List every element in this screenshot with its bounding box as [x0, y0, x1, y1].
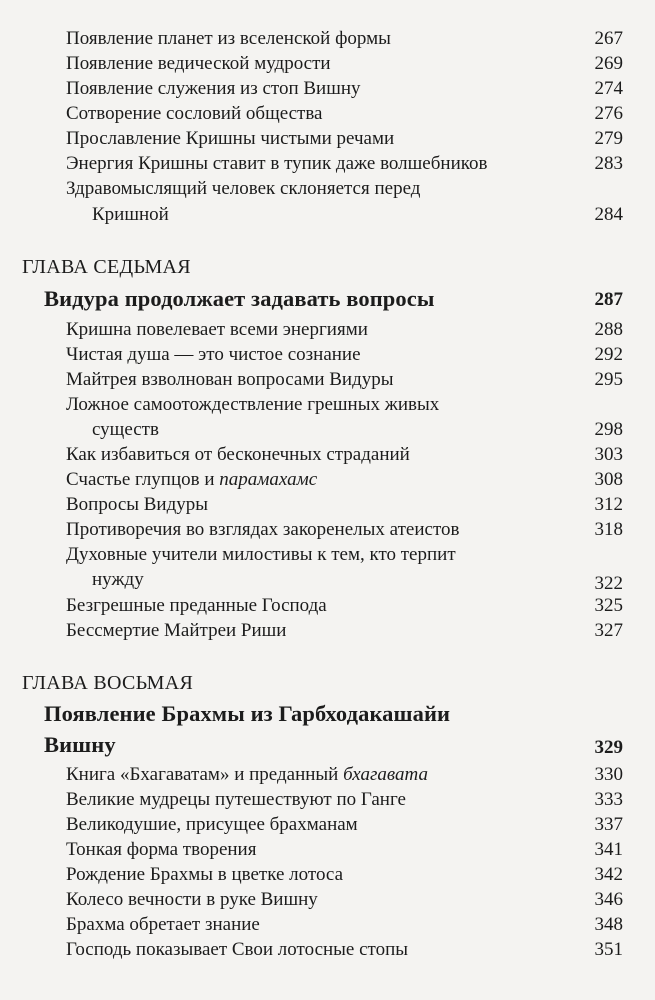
entry-title: Великие мудрецы путешествуют по Ганге [66, 789, 406, 810]
chapter-number: ГЛАВА СЕДЬМАЯ [22, 256, 191, 278]
entry-page: 327 [594, 620, 623, 641]
entry-title: Сотворение сословий общества [66, 103, 323, 124]
chapter-page: 329 [594, 737, 623, 758]
entry-page: 279 [594, 128, 623, 149]
entry-title: Великодушие, присущее брахманам [66, 814, 358, 835]
entry-title-italic: парамахамс [219, 469, 318, 490]
entry-page: 351 [594, 939, 623, 960]
entry-title: Здравомыслящий человек склоняется перед [66, 178, 421, 199]
chapter-title: Видура продолжает задавать вопросы [44, 286, 435, 311]
entry-title: Майтрея взволнован вопросами Видуры [66, 369, 394, 390]
entry-title-cont: нужду [92, 569, 144, 590]
entry-title-cont: Кришной [92, 204, 169, 225]
entry-title: Прославление Кришны чистыми речами [66, 128, 395, 149]
chapter-number: ГЛАВА ВОСЬМАЯ [22, 672, 194, 694]
entry-page: 348 [594, 914, 623, 935]
entry-title: Кришна повелевает всеми энергиями [66, 319, 368, 340]
entry-page: 330 [594, 764, 623, 785]
entry-title: Бессмертие Майтреи Риши [66, 620, 287, 641]
entry-title: Книга «Бхагаватам» и преданный [66, 764, 344, 785]
entry-page: 276 [594, 103, 623, 124]
entry-title: Безгрешные преданные Господа [66, 595, 327, 616]
entry-page: 341 [594, 839, 623, 860]
entry-title-mixed [66, 764, 428, 786]
entry-page: 283 [594, 153, 623, 174]
chapter-title-cont: Вишну [44, 732, 116, 757]
entry-title-italic: бхагавата [343, 764, 428, 785]
entry-page: 333 [594, 789, 623, 810]
entry-title-mixed [66, 469, 317, 491]
entry-page: 312 [594, 494, 623, 515]
entry-page: 342 [594, 864, 623, 885]
entry-title: Рождение Брахмы в цветке лотоса [66, 864, 344, 885]
entry-title: Вопросы Видуры [66, 494, 209, 515]
entry-page: 325 [594, 595, 623, 616]
entry-page: 284 [594, 204, 623, 225]
entry-page: 295 [594, 369, 623, 390]
entry-page: 298 [594, 419, 623, 440]
entry-title: Колесо вечности в руке Вишну [66, 889, 318, 910]
entry-title: Энергия Кришны ставит в тупик даже волшебников [66, 153, 488, 174]
entry-title: Тонкая форма творения [66, 839, 257, 860]
entry-title-cont: существ [92, 419, 159, 440]
entry-page: 337 [594, 814, 623, 835]
entry-title: Как избавиться от бесконечных страданий [66, 444, 410, 465]
entry-title: Духовные учители милостивы к тем, кто терпит [66, 544, 456, 565]
entry-title: Появление служения из стоп Вишну [66, 78, 361, 99]
chapter-page: 287 [594, 289, 623, 310]
entry-page: 267 [594, 28, 623, 49]
chapter-title: Появление Брахмы из Гарбходакашайи [44, 701, 451, 726]
entry-title: Появление ведической мудрости [66, 53, 331, 74]
entry-title: Господь показывает Свои лотосные стопы [66, 939, 409, 960]
entry-page: 322 [594, 573, 623, 594]
entry-page: 308 [594, 469, 623, 490]
entry-title: Брахма обретает знание [66, 914, 260, 935]
entry-title: Противоречия во взглядах закоренелых атеистов [66, 519, 460, 540]
entry-page: 274 [594, 78, 623, 99]
entry-title: Счастье глупцов и [66, 469, 220, 490]
entry-page: 288 [594, 319, 623, 340]
entry-page: 269 [594, 53, 623, 74]
entry-page: 346 [594, 889, 623, 910]
entry-title: Появление планет из вселенской формы [66, 28, 391, 49]
entry-page: 318 [594, 519, 623, 540]
entry-title: Ложное самоотождествление грешных живых [66, 394, 440, 415]
entry-page: 303 [594, 444, 623, 465]
entry-page: 292 [594, 344, 623, 365]
entry-title: Чистая душа — это чистое сознание [66, 344, 361, 365]
